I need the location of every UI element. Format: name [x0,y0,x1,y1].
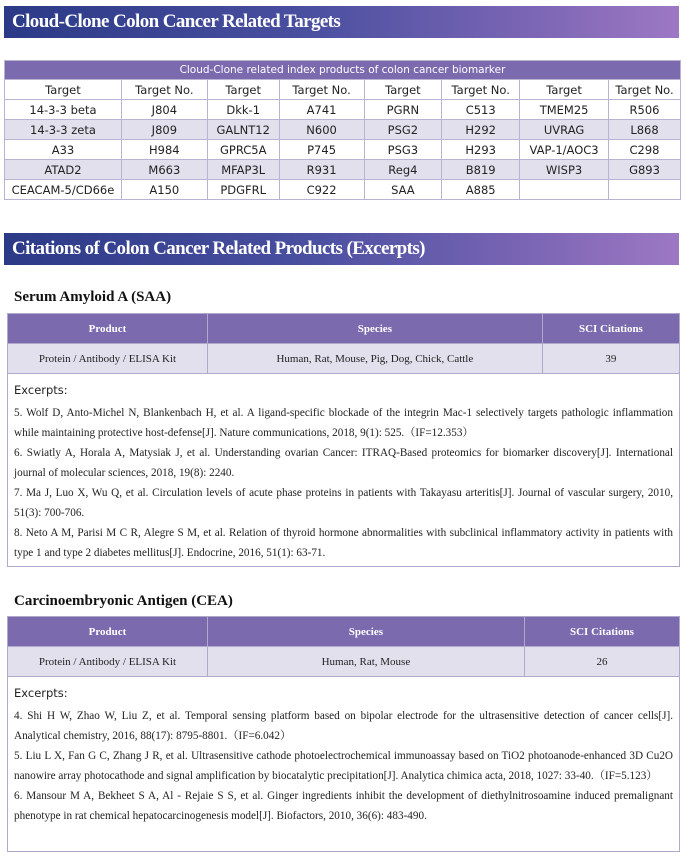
excerpt-item: 5. Wolf D, Anto-Michel N, Blankenbach H, et al. A ligand-specific blockade of the integrin Mac-1 selectively targets pathologic inflammation while maintaining protective host-defense[J]. Nature communications, 2018, 9(1): 525.（IF=12.353） [14,407,673,439]
table-cell: 14-3-3 beta [5,100,122,120]
table-cell: PDGFRL [207,180,279,200]
table-cell: H292 [442,120,520,140]
saa-product-box [7,313,680,567]
cea-product-box [7,616,680,852]
citations-banner: Citations of Colon Cancer Related Products (Excerpts) [4,233,679,265]
table-cell: SAA [364,180,442,200]
product-cell: Protein / Antibody / ELISA Kit [8,344,207,374]
table-cell: CEACAM-5/CD66e [5,180,122,200]
column-header: SCI Citations [524,617,679,647]
column-header: Product [8,617,207,647]
column-header: Species [207,314,542,344]
table-row [5,140,681,160]
excerpt-item: 5. Liu L X, Fan G C, Zhang J R, et al. Ultrasensitive cathode photoelectrochemical immunoassay based on TiO2 photoanode-enhanced 3D Cu2O nanowire array photocathode and signal amplification by biocatalytic precipitation[J]. Analytica chimica acta, 2018, 1027: 33-40.（IF=5.123） [14,750,673,782]
table-cell: A885 [442,180,520,200]
table-cell: GALNT12 [207,120,279,140]
table-cell: B819 [442,160,520,180]
table-cell: R506 [609,100,681,120]
excerpts-label: Excerpts: [14,383,68,397]
column-header: SCI Citations [542,314,679,344]
table-cell: Dkk-1 [207,100,279,120]
column-header: Product [8,314,207,344]
cea-product-table [8,617,679,677]
table-cell: 14-3-3 zeta [5,120,122,140]
table-cell: H984 [121,140,207,160]
column-header: Target No. [121,80,207,100]
column-header: Target [207,80,279,100]
table-cell [609,180,681,200]
section-title-cea: Carcinoembryonic Antigen (CEA) [14,593,233,609]
table-cell: M663 [121,160,207,180]
table-cell: C513 [442,100,520,120]
table-cell: R931 [279,160,364,180]
table-cell: A33 [5,140,122,160]
table-cell: C922 [279,180,364,200]
table-row [5,100,681,120]
targets-banner: Cloud-Clone Colon Cancer Related Targets [4,6,679,38]
column-header: Target No. [609,80,681,100]
table-cell: C298 [609,140,681,160]
table-cell: MFAP3L [207,160,279,180]
table-row [8,344,679,374]
targets-table [4,60,681,200]
table-cell: PGRN [364,100,442,120]
product-cell: Protein / Antibody / ELISA Kit [8,647,207,677]
table-row [8,647,679,677]
column-header: Target [364,80,442,100]
column-header: Target No. [279,80,364,100]
citations-cell: 39 [542,344,679,374]
table-cell: PSG3 [364,140,442,160]
table-row [5,180,681,200]
table-cell: PSG2 [364,120,442,140]
excerpt-item: 7. Ma J, Luo X, Wu Q, et al. Circulation levels of acute phase proteins in patients with Takayasu arteritis[J]. Journal of vascular surgery, 2010, 51(3): 700-706. [14,487,673,519]
table-row [5,160,681,180]
table-cell [520,180,609,200]
table-cell: J809 [121,120,207,140]
excerpt-item: 6. Mansour M A, Bekheet S A, Al - Rejaie S S, et al. Ginger ingredients inhibit the development of diethylnitrosoamine induced premalignant phenotype in rat chemical hepatocarcinogenesis model[J]. Biofactors, 2010, 36(6): 483-490. [14,790,673,822]
table-cell: TMEM25 [520,100,609,120]
species-cell: Human, Rat, Mouse, Pig, Dog, Chick, Cattle [207,344,542,374]
table-cell: J804 [121,100,207,120]
column-header: Target [520,80,609,100]
excerpt-item: 6. Swiatly A, Horala A, Matysiak J, et al. Understanding ovarian Cancer: ITRAQ-Based proteomics for biomarker discovery[J]. International journal of molecular sciences, 2018, 19(8): 2240. [14,447,673,479]
excerpts-list [14,706,673,826]
column-header: Target [5,80,122,100]
citations-cell: 26 [524,647,679,677]
table-cell: P745 [279,140,364,160]
table-cell: L868 [609,120,681,140]
table-cell: UVRAG [520,120,609,140]
table-cell: VAP-1/AOC3 [520,140,609,160]
excerpt-item: 4. Shi H W, Zhao W, Liu Z, et al. Temporal sensing platform based on bipolar electrode for the ultrasensitive detection of cancer cells[J]. Analytical chemistry, 2016, 88(17): 8795-8801.（IF=6.042） [14,710,673,742]
table-cell: Reg4 [364,160,442,180]
targets-table-caption: Cloud-Clone related index products of colon cancer biomarker [5,61,681,80]
table-cell: G893 [609,160,681,180]
table-cell: GPRC5A [207,140,279,160]
column-header: Target No. [442,80,520,100]
column-header: Species [207,617,524,647]
table-cell: H293 [442,140,520,160]
table-cell: N600 [279,120,364,140]
excerpts-label: Excerpts: [14,686,68,700]
excerpts-list [14,403,673,563]
excerpt-item: 8. Neto A M, Parisi M C R, Alegre S M, et al. Relation of thyroid hormone abnormalities with subclinical inflammatory activity in patients with type 1 and type 2 diabetes mellitus[J]. Endocrine, 2016, 51(1): 63-71. [14,527,673,559]
table-cell: ATAD2 [5,160,122,180]
saa-product-table [8,314,679,374]
table-row [5,120,681,140]
table-cell: WISP3 [520,160,609,180]
table-cell: A741 [279,100,364,120]
table-cell: A150 [121,180,207,200]
section-title-saa: Serum Amyloid A (SAA) [14,289,172,305]
species-cell: Human, Rat, Mouse [207,647,524,677]
